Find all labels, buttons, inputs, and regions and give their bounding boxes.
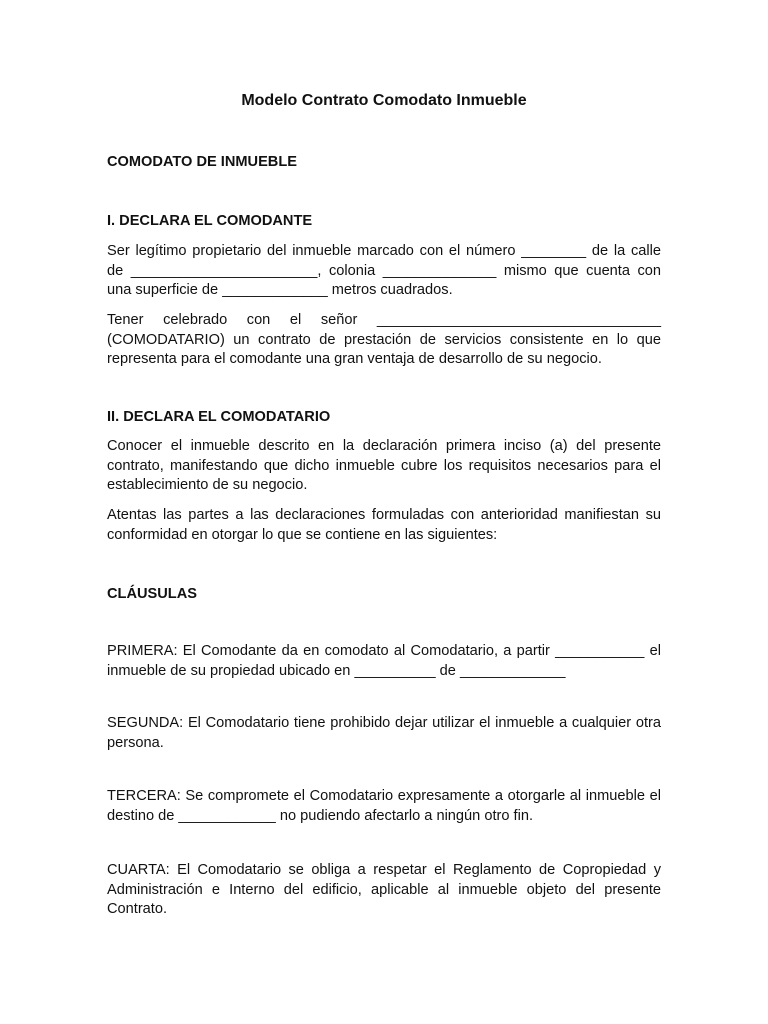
section-heading-comodante: I. DECLARA EL COMODANTE [107, 213, 313, 229]
clauses-heading: CLÁUSULAS [107, 586, 197, 602]
section-heading-comodatario: II. DECLARA EL COMODATARIO [107, 409, 331, 425]
clause-segunda: SEGUNDA: El Comodatario tiene prohibido dejar utilizar el inmueble a cualquier otra persona. [107, 715, 661, 751]
clause-primera: PRIMERA: El Comodante da en comodato al Comodatario, a partir ___________ el inmueble de su propiedad ubicado en __________ de _____________ [107, 643, 661, 679]
paragraph-comodante-1: Ser legítimo propietario del inmueble marcado con el número ________ de la calle de _______________________, colonia ______________ mismo que cuenta con una superficie de _____________ metros cuadrados. [107, 243, 661, 298]
document-subtitle: COMODATO DE INMUEBLE [107, 154, 297, 170]
paragraph-comodatario-2: Atentas las partes a las declaraciones formuladas con anterioridad manifiestan su conformidad en otorgar lo que se contiene en las siguientes: [107, 507, 661, 543]
document-title: Modelo Contrato Comodato Inmueble [241, 92, 527, 109]
paragraph-comodante-2: Tener celebrado con el señor ___________________________________ (COMODATARIO) un contrato de prestación de servicios consistente en lo que representa para el comodante una gran ventaja de desarrollo de su negocio. [107, 312, 661, 367]
clause-cuarta: CUARTA: El Comodatario se obliga a respetar el Reglamento de Copropiedad y Administración e Interno del edificio, aplicable al inmueble objeto del presente Contrato. [107, 862, 661, 917]
paragraph-comodatario-1: Conocer el inmueble descrito en la declaración primera inciso (a) del presente contrato, manifestando que dicho inmueble cubre los requisitos necesarios para el establecimiento de su negocio. [107, 438, 661, 493]
clause-tercera: TERCERA: Se compromete el Comodatario expresamente a otorgarle al inmueble el destino de ____________ no pudiendo afectarlo a ningún otro fin. [107, 788, 661, 824]
